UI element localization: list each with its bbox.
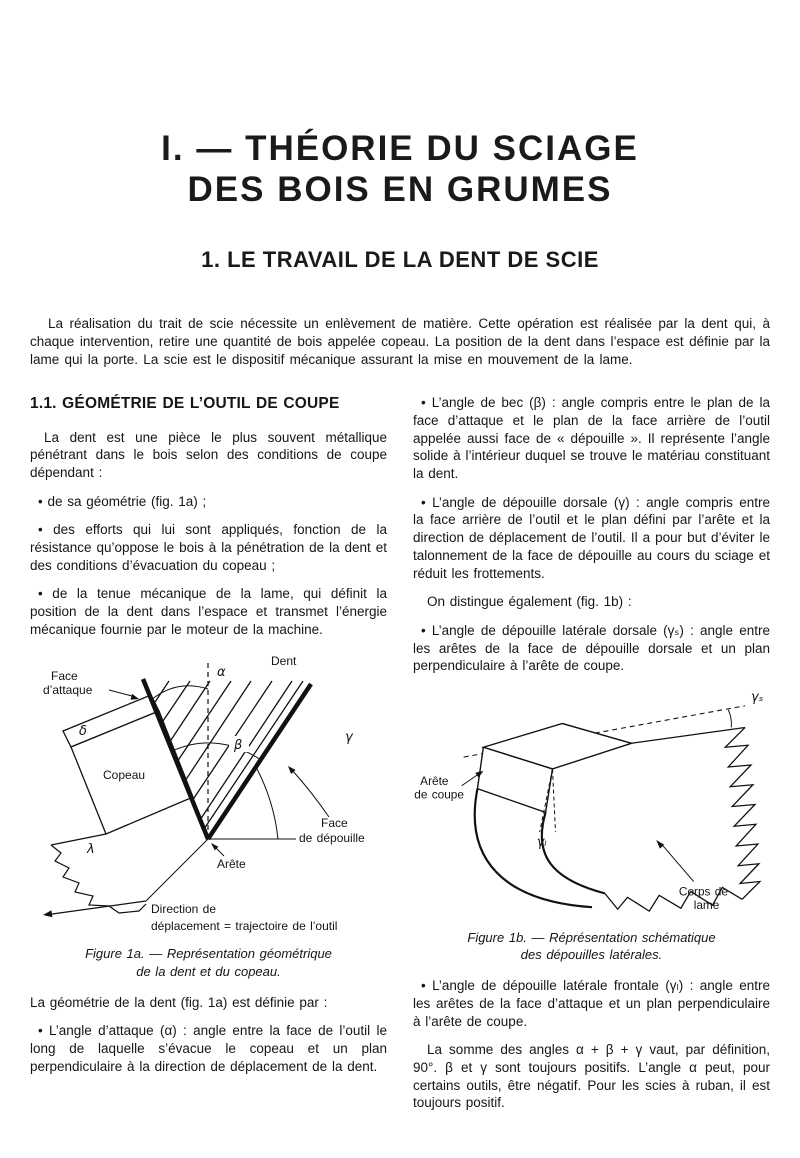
delta-symbol: δ (79, 724, 87, 740)
figure-1b-caption (413, 929, 770, 963)
figure-1a (30, 649, 387, 939)
beta-symbol: β (234, 738, 243, 754)
alpha-symbol: α (217, 665, 226, 681)
copeau-label: Copeau (103, 768, 146, 783)
figure-1b (413, 686, 770, 923)
paragraph-dent: La dent est une pièce le plus souvent métallique pénétrant dans le bois selon des conditions de coupe dépendant : (30, 429, 387, 481)
arete-coupe-label-1: Arête (419, 773, 448, 788)
corps-lame-label-1: Corps de (678, 884, 728, 899)
tooth-3d-shape (477, 723, 631, 812)
bullet-geometrie: • de sa géométrie (fig. 1a) ; (38, 493, 207, 509)
paragraph-somme: La somme des angles α + β + γ vaut, par définition, 90°. β et γ sont toujours positifs. L’angle α peut, pour certains outils, être négatif. Pour les scies à ruban, il est toujours positif. (413, 1042, 770, 1111)
wood-edge (51, 834, 146, 913)
paragraph-geometrie: La géométrie de la dent (fig. 1a) est définie par : (30, 994, 328, 1010)
section-heading: 1.1. GÉOMÉTRIE DE L’OUTIL DE COUPE (30, 395, 340, 413)
title-line-1: I. — THÉORIE DU SCIAGE (161, 129, 639, 168)
arete-coupe-label-2: de coupe (413, 787, 464, 802)
lambda-symbol: λ (87, 842, 95, 858)
document-title (30, 128, 770, 211)
face-attaque-label-1: Face (51, 669, 78, 684)
caption-line: de la dent et du copeau. (136, 963, 281, 979)
gamma-s-arc (728, 710, 731, 728)
figure-1b-diagram (414, 686, 770, 923)
direction-label-1: Direction de (151, 902, 217, 917)
copeau-shape (63, 695, 193, 834)
figure-1a-caption (30, 945, 387, 979)
right-column (413, 394, 770, 1122)
title-line-2: DES BOIS EN GRUMES (187, 170, 613, 210)
caption-line: Figure 1b. — Réprésentation schématique (467, 929, 716, 945)
direction-label-2: déplacement = trajectoire de l’outil (151, 919, 338, 934)
corps-lame-label-2: lame (693, 898, 719, 913)
blade-top-edge (631, 727, 745, 743)
gamma-s-symbol: γₛ (750, 689, 763, 705)
intro-paragraph: La réalisation du trait de scie nécessite un enlèvement de matière. Cette opération est réalisée par la dent qui, à chaque intervention, retire une quantité de bois appelée copeau. La position de la dent dans l’espace est définie par la lame qui la porte. La scie est le dispositif mécanique assurant la mise en mouvement de la lame. (30, 315, 770, 367)
paragraph-distingue: On distingue également (fig. 1b) : (427, 594, 632, 610)
bullet-angle-attaque: • L’angle d’attaque (α) : angle entre la face de l’outil le long de laquelle s’évacue le copeau et un plan perpendiculaire à la direction de déplacement de la dent. (30, 1023, 387, 1074)
two-column-layout (30, 394, 770, 1122)
figure-1a-diagram (31, 649, 386, 939)
bullet-tenue: • de la tenue mécanique de la lame, qui définit la position de la dent dans l’espace et transmet l’énergie mécanique fournie par le moteur de la machine. (30, 586, 387, 637)
gamma-symbol: γ (345, 730, 353, 746)
arete-arrow (211, 843, 224, 856)
left-column (30, 394, 387, 1122)
bullet-laterale-frontale: • L’angle de dépouille latérale frontale (γₗ) : angle entre les arêtes de la face d’attaque et un plan perpendiculaire à l’arête de coupe. (413, 978, 770, 1029)
face-depouille-label-1: Face (321, 816, 348, 831)
chapter-heading: 1. LE TRAVAIL DE LA DENT DE SCIE (201, 246, 599, 272)
gamma-l-symbol: γₗ (536, 834, 546, 850)
arete-label: Arête (217, 857, 246, 872)
bullet-angle-bec: • L’angle de bec (β) : angle compris entre le plan de la face d’attaque et le plan de la face arrière de l’outil appelée aussi face de « dépouille ». Il représente l’angle solide à l’intérieur duquel se trouve le matériau constituant la dent. (413, 395, 770, 482)
face-depouille-arrow (288, 766, 329, 817)
face-depouille-label-2: de dépouille (299, 831, 365, 846)
caption-line: des dépouilles latérales. (520, 947, 663, 963)
bullet-efforts: • des efforts qui lui sont appliqués, fonction de la résistance qu’oppose le bois à la pénétration de la dent et des conditions d’évacuation du copeau ; (30, 522, 387, 573)
caption-line: Figure 1a. — Représentation géométrique (85, 946, 332, 962)
face-attaque-arrow (109, 690, 139, 700)
dent-label: Dent (271, 654, 297, 669)
bullet-laterale-dorsale: • L’angle de dépouille latérale dorsale (γₛ) : angle entre les arêtes de la face de dépouille dorsale et un plan perpendiculaire à l’arête de coupe. (413, 622, 770, 674)
corps-lame-leader (656, 840, 694, 881)
bullet-depouille-dorsale: • L’angle de dépouille dorsale (γ) : angle compris entre la face arrière de l’outil et le plan défini par l’arête et la direction de déplacement de l’outil. Il a pour but d’éviter le talonnement de la face de dépouille au cours du sciage et réduit les frottements. (413, 494, 770, 581)
face-attaque-label-2: d’attaque (43, 683, 93, 698)
